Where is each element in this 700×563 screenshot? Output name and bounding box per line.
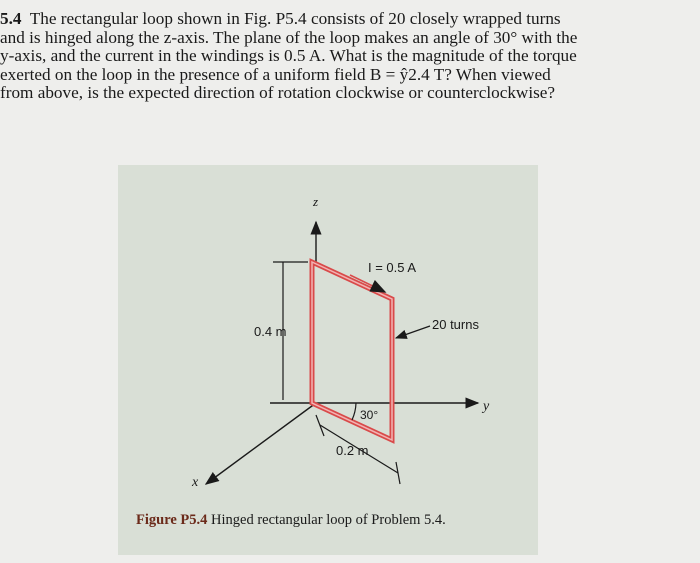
width-dimension-tick-1: [316, 415, 324, 436]
figure-caption-text: Hinged rectangular loop of Problem 5.4.: [211, 512, 446, 528]
width-label: 0.2 m: [336, 443, 369, 458]
problem-line-2: and is hinged along the z-axis. The plane of the loop makes an angle of 30° with the: [0, 27, 578, 47]
angle-arc: [352, 403, 356, 420]
problem-line-5: from above, is the expected direction of rotation clockwise or counterclockwise?: [0, 83, 556, 103]
current-label: I = 0.5 A: [368, 260, 417, 275]
problem-line-4: exerted on the loop in the presence of a uniform field B = ŷ2.4 T? When viewed: [0, 64, 551, 84]
width-dimension-tick-2: [396, 462, 400, 484]
figure-caption-label: Figure P5.4: [136, 512, 208, 528]
problem-line-3: y-axis, and the current in the windings is 0.5 A. What is the magnitude of the torque: [0, 46, 577, 66]
problem-number: 5.4: [0, 9, 22, 28]
z-axis-label: z: [313, 194, 319, 209]
problem-text-1: The rectangular loop shown in Fig. P5.4 consists of 20 closely wrapped turns: [29, 9, 561, 28]
angle-label: 30°: [360, 408, 379, 422]
turns-pointer: [396, 326, 430, 338]
y-axis-label: y: [483, 399, 490, 414]
height-label: 0.4 m: [254, 324, 287, 339]
x-axis: [206, 403, 316, 484]
turns-label: 20 turns: [432, 317, 479, 332]
figure-caption: [136, 512, 446, 528]
x-axis-label: x: [192, 475, 199, 490]
